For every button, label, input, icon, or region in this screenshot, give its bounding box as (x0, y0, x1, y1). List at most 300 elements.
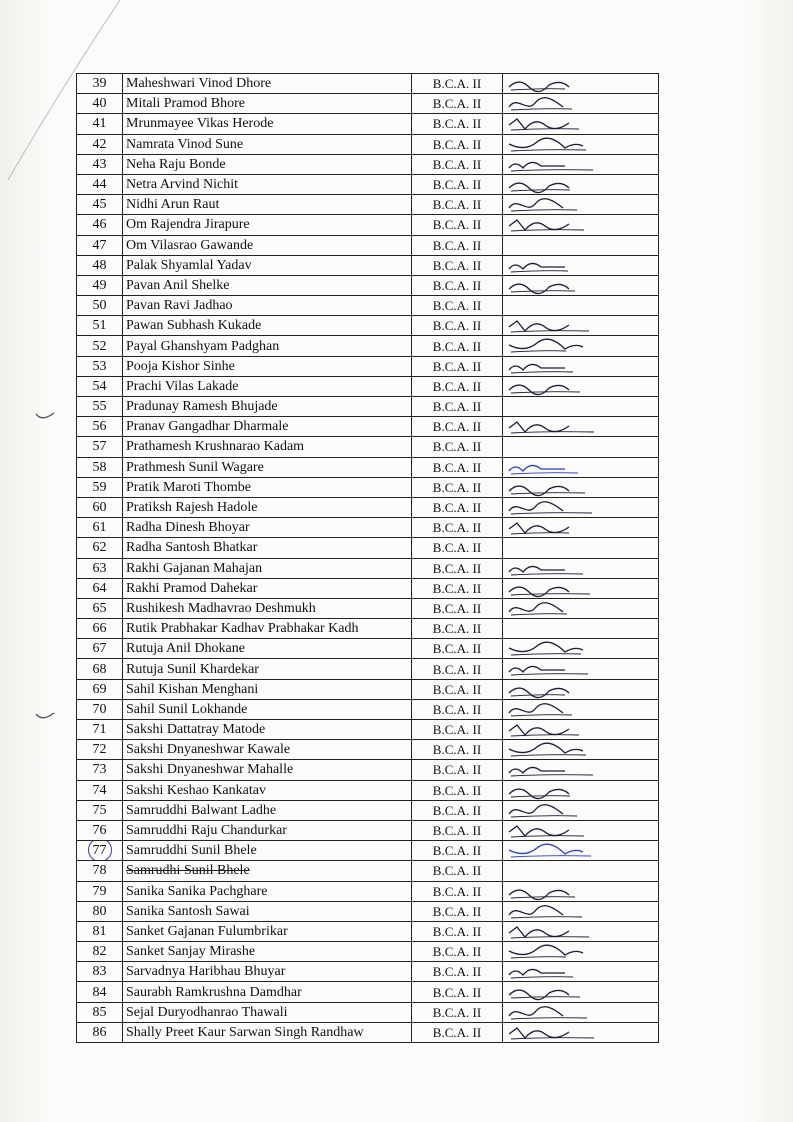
table-row (77, 578, 659, 598)
student-name-text: Sanika Santosh Sawai (126, 903, 250, 919)
table-row (77, 800, 659, 820)
class-label: B.C.A. II (412, 942, 503, 962)
table-row (77, 296, 659, 316)
class-label: B.C.A. II (412, 114, 503, 134)
student-name-text: Samruddhi Sunil Bhele (126, 843, 257, 859)
student-name-text: Sahil Kishan Menghani (126, 681, 259, 697)
handwritten-signature-icon (505, 903, 655, 921)
roll-number: 40 (77, 94, 123, 114)
student-name (123, 74, 412, 94)
student-name-text: Radha Santosh Bhatkar (126, 540, 258, 556)
roll-number: 86 (77, 1022, 123, 1042)
student-name (123, 780, 412, 800)
table-row (77, 720, 659, 740)
roll-number: 45 (77, 195, 123, 215)
student-name (123, 518, 412, 538)
signature-cell (503, 376, 659, 396)
class-label: B.C.A. II (412, 598, 503, 618)
table-row (77, 841, 659, 861)
roll-number: 58 (77, 457, 123, 477)
signature-cell (503, 255, 659, 275)
student-name (123, 397, 412, 417)
roll-number: 50 (77, 296, 123, 316)
class-label: B.C.A. II (412, 215, 503, 235)
class-label: B.C.A. II (412, 619, 503, 639)
signature-cell (503, 356, 659, 376)
student-name (123, 800, 412, 820)
roll-number: 65 (77, 598, 123, 618)
class-label: B.C.A. II (412, 982, 503, 1002)
student-name-text: Namrata Vinod Sune (126, 136, 244, 152)
student-name-text: Radha Dinesh Bhoyar (126, 520, 250, 536)
class-label: B.C.A. II (412, 316, 503, 336)
student-name (123, 134, 412, 154)
student-name (123, 296, 412, 316)
student-name (123, 598, 412, 618)
roll-number: 72 (77, 740, 123, 760)
signature-cell (503, 679, 659, 699)
student-name-text: Sakshi Keshao Kankatav (126, 782, 266, 798)
student-name-text: Rakhi Gajanan Mahajan (126, 560, 263, 576)
signature-cell (503, 780, 659, 800)
table-row (77, 275, 659, 295)
signature-cell (503, 942, 659, 962)
student-name-text: Shally Preet Kaur Sarwan Singh Randhaw (126, 1024, 364, 1040)
roll-number: 78 (77, 861, 123, 881)
roll-number: 62 (77, 538, 123, 558)
signature-cell (503, 417, 659, 437)
signature-cell (503, 397, 659, 417)
handwritten-signature-icon (505, 943, 655, 961)
handwritten-signature-icon (505, 923, 655, 941)
table-row (77, 962, 659, 982)
signature-cell (503, 760, 659, 780)
handwritten-signature-icon (505, 721, 655, 739)
student-name-text: Sakshi Dattatray Matode (126, 722, 266, 738)
table-row (77, 901, 659, 921)
signature-cell (503, 639, 659, 659)
student-name (123, 921, 412, 941)
roll-number: 74 (77, 780, 123, 800)
signature-cell (503, 740, 659, 760)
handwritten-signature-icon (505, 75, 655, 93)
class-label: B.C.A. II (412, 740, 503, 760)
signature-cell (503, 134, 659, 154)
class-label: B.C.A. II (412, 255, 503, 275)
handwritten-signature-icon (505, 136, 655, 154)
roll-number: 85 (77, 1002, 123, 1022)
handwritten-signature-icon (505, 782, 655, 800)
handwritten-signature-icon (505, 418, 655, 436)
table-row (77, 134, 659, 154)
student-name-text: Pavan Ravi Jadhao (126, 298, 233, 314)
handwritten-signature-icon (505, 701, 655, 719)
signature-cell (503, 841, 659, 861)
student-name (123, 275, 412, 295)
table-row (77, 619, 659, 639)
student-name-text: Pavan Anil Shelke (126, 277, 230, 293)
student-name (123, 760, 412, 780)
student-name (123, 639, 412, 659)
check-mark-icon (34, 410, 56, 424)
class-label: B.C.A. II (412, 275, 503, 295)
handwritten-signature-icon (505, 560, 655, 578)
roll-number: 55 (77, 397, 123, 417)
signature-cell (503, 820, 659, 840)
student-name-text: Om Vilasrao Gawande (126, 237, 254, 253)
table-row (77, 921, 659, 941)
roll-number: 83 (77, 962, 123, 982)
roll-number: 70 (77, 699, 123, 719)
class-label: B.C.A. II (412, 376, 503, 396)
roll-number: 64 (77, 578, 123, 598)
class-label: B.C.A. II (412, 841, 503, 861)
roll-number: 67 (77, 639, 123, 659)
signature-cell (503, 174, 659, 194)
class-label: B.C.A. II (412, 720, 503, 740)
student-name-text: Rushikesh Madhavrao Deshmukh (126, 600, 316, 616)
student-name-text: Prathmesh Sunil Wagare (126, 459, 264, 475)
table-row (77, 760, 659, 780)
student-name-text: Sahil Sunil Lokhande (126, 701, 248, 717)
handwritten-signature-icon (505, 802, 655, 820)
handwritten-signature-icon (505, 95, 655, 113)
handwritten-signature-icon (505, 963, 655, 981)
class-label: B.C.A. II (412, 699, 503, 719)
student-name (123, 114, 412, 134)
student-name-text: Rutuja Anil Dhokane (126, 641, 245, 657)
class-label: B.C.A. II (412, 901, 503, 921)
student-name-text: Sarvadnya Haribhau Bhuyar (126, 964, 286, 980)
table-row (77, 336, 659, 356)
table-row (77, 376, 659, 396)
table-row (77, 679, 659, 699)
roll-number: 76 (77, 820, 123, 840)
handwritten-signature-icon (505, 519, 655, 537)
signature-cell (503, 1022, 659, 1042)
roll-number: 43 (77, 154, 123, 174)
student-name-text: Sanket Gajanan Fulumbrikar (126, 923, 288, 939)
table-row (77, 598, 659, 618)
student-name (123, 174, 412, 194)
student-name (123, 861, 412, 881)
class-label: B.C.A. II (412, 820, 503, 840)
class-label: B.C.A. II (412, 356, 503, 376)
student-name (123, 477, 412, 497)
student-name (123, 94, 412, 114)
handwritten-signature-icon (505, 337, 655, 355)
table-row (77, 699, 659, 719)
student-name (123, 1022, 412, 1042)
table-row (77, 94, 659, 114)
roll-number: 71 (77, 720, 123, 740)
class-label: B.C.A. II (412, 296, 503, 316)
handwritten-signature-icon (505, 257, 655, 275)
student-name (123, 699, 412, 719)
signature-cell (503, 215, 659, 235)
roll-number: 54 (77, 376, 123, 396)
student-name-text: Samrudhi Sunil Bhele (126, 863, 250, 879)
signature-cell (503, 275, 659, 295)
table-row (77, 1002, 659, 1022)
student-name-text: Pawan Subhash Kukade (126, 318, 262, 334)
handwritten-signature-icon (505, 983, 655, 1001)
table-row (77, 397, 659, 417)
class-label: B.C.A. II (412, 1022, 503, 1042)
signature-cell (503, 619, 659, 639)
class-label: B.C.A. II (412, 336, 503, 356)
roll-number: 39 (77, 74, 123, 94)
roll-number: 68 (77, 659, 123, 679)
signature-cell (503, 699, 659, 719)
student-name (123, 1002, 412, 1022)
handwritten-signature-icon (505, 640, 655, 658)
roll-number: 59 (77, 477, 123, 497)
signature-cell (503, 74, 659, 94)
attendance-table (76, 73, 659, 1043)
table-row (77, 639, 659, 659)
handwritten-signature-icon (505, 681, 655, 699)
student-name (123, 255, 412, 275)
student-name (123, 942, 412, 962)
class-label: B.C.A. II (412, 659, 503, 679)
table-row (77, 780, 659, 800)
table-row (77, 316, 659, 336)
student-name-text: Pooja Kishor Sinhe (126, 358, 235, 374)
class-label: B.C.A. II (412, 74, 503, 94)
class-label: B.C.A. II (412, 538, 503, 558)
table-row (77, 659, 659, 679)
class-label: B.C.A. II (412, 134, 503, 154)
class-label: B.C.A. II (412, 417, 503, 437)
signature-cell (503, 477, 659, 497)
student-name (123, 376, 412, 396)
student-name (123, 538, 412, 558)
student-name-text: Rutuja Sunil Khardekar (126, 661, 259, 677)
class-label: B.C.A. II (412, 760, 503, 780)
table-row (77, 497, 659, 517)
student-name-text: Saurabh Ramkrushna Damdhar (126, 984, 302, 1000)
signature-cell (503, 598, 659, 618)
student-name-text: Sejal Duryodhanrao Thawali (126, 1004, 288, 1020)
handwritten-signature-icon (505, 1024, 655, 1042)
class-label: B.C.A. II (412, 639, 503, 659)
signature-cell (503, 861, 659, 881)
table-row (77, 417, 659, 437)
class-label: B.C.A. II (412, 962, 503, 982)
table-row (77, 154, 659, 174)
student-name (123, 901, 412, 921)
roll-number: 48 (77, 255, 123, 275)
signature-cell (503, 921, 659, 941)
signature-cell (503, 800, 659, 820)
table-row (77, 538, 659, 558)
signature-cell (503, 518, 659, 538)
table-row (77, 820, 659, 840)
roll-number: 84 (77, 982, 123, 1002)
table-row (77, 558, 659, 578)
handwritten-signature-icon (505, 479, 655, 497)
table-row (77, 356, 659, 376)
handwritten-signature-icon (505, 358, 655, 376)
class-label: B.C.A. II (412, 154, 503, 174)
table-row (77, 437, 659, 457)
class-label: B.C.A. II (412, 881, 503, 901)
handwritten-signature-icon (505, 600, 655, 618)
signature-cell (503, 659, 659, 679)
table-row (77, 114, 659, 134)
student-name (123, 457, 412, 477)
student-name (123, 316, 412, 336)
student-name-text: Sanket Sanjay Mirashe (126, 944, 256, 960)
student-name-text: Om Rajendra Jirapure (126, 217, 250, 233)
table-row (77, 174, 659, 194)
student-name (123, 679, 412, 699)
class-label: B.C.A. II (412, 800, 503, 820)
student-name-text: Pratik Maroti Thombe (126, 479, 251, 495)
student-name-text: Netra Arvind Nichit (126, 177, 238, 193)
class-label: B.C.A. II (412, 518, 503, 538)
roll-number: 77 (77, 841, 123, 861)
class-label: B.C.A. II (412, 578, 503, 598)
class-label: B.C.A. II (412, 1002, 503, 1022)
student-name (123, 720, 412, 740)
handwritten-signature-icon (505, 822, 655, 840)
student-name-text: Rutik Prabhakar Kadhav Prabhakar Kadh (126, 621, 359, 637)
table-row (77, 255, 659, 275)
student-name-text: Sakshi Dnyaneshwar Kawale (126, 742, 291, 758)
student-name-text: Palak Shyamlal Yadav (126, 257, 252, 273)
student-name-text: Pratiksh Rajesh Hadole (126, 500, 258, 516)
table-row (77, 74, 659, 94)
class-label: B.C.A. II (412, 195, 503, 215)
roll-number: 80 (77, 901, 123, 921)
handwritten-signature-icon (505, 580, 655, 598)
handwritten-signature-icon (505, 761, 655, 779)
table-row (77, 477, 659, 497)
student-name (123, 195, 412, 215)
roll-number: 46 (77, 215, 123, 235)
student-name-text: Prachi Vilas Lakade (126, 378, 239, 394)
handwritten-signature-icon (505, 741, 655, 759)
roll-number: 73 (77, 760, 123, 780)
handwritten-signature-icon (505, 176, 655, 194)
signature-cell (503, 336, 659, 356)
signature-cell (503, 881, 659, 901)
student-name-text: Prathamesh Krushnarao Kadam (126, 439, 305, 455)
roll-number: 42 (77, 134, 123, 154)
roll-number: 53 (77, 356, 123, 376)
student-name (123, 154, 412, 174)
signature-cell (503, 962, 659, 982)
signature-cell (503, 558, 659, 578)
table-row (77, 195, 659, 215)
handwritten-signature-icon (505, 216, 655, 234)
student-name (123, 841, 412, 861)
class-label: B.C.A. II (412, 397, 503, 417)
class-label: B.C.A. II (412, 679, 503, 699)
signature-cell (503, 296, 659, 316)
check-mark-icon (34, 710, 56, 724)
class-label: B.C.A. II (412, 921, 503, 941)
table-row (77, 982, 659, 1002)
student-name-text: Maheshwari Vinod Dhore (126, 76, 272, 92)
roll-number: 52 (77, 336, 123, 356)
class-label: B.C.A. II (412, 497, 503, 517)
handwritten-signature-icon (505, 1004, 655, 1022)
handwritten-signature-icon (505, 883, 655, 901)
student-name (123, 235, 412, 255)
handwritten-signature-icon (505, 499, 655, 517)
roll-number: 81 (77, 921, 123, 941)
roll-number: 66 (77, 619, 123, 639)
signature-cell (503, 437, 659, 457)
student-name (123, 558, 412, 578)
student-name-text: Sakshi Dnyaneshwar Mahalle (126, 762, 294, 778)
class-label: B.C.A. II (412, 477, 503, 497)
handwritten-signature-icon (505, 196, 655, 214)
handwritten-signature-icon (505, 317, 655, 335)
class-label: B.C.A. II (412, 235, 503, 255)
student-name-text: Pranav Gangadhar Dharmale (126, 419, 289, 435)
student-name-text: Mitali Pramod Bhore (126, 96, 245, 112)
signature-cell (503, 901, 659, 921)
student-name-text: Sanika Sanika Pachghare (126, 883, 268, 899)
class-label: B.C.A. II (412, 861, 503, 881)
class-label: B.C.A. II (412, 437, 503, 457)
signature-cell (503, 578, 659, 598)
roll-number: 44 (77, 174, 123, 194)
table-row (77, 235, 659, 255)
handwritten-signature-icon (505, 277, 655, 295)
roll-number: 79 (77, 881, 123, 901)
table-row (77, 1022, 659, 1042)
signature-cell (503, 195, 659, 215)
table-row (77, 740, 659, 760)
student-name (123, 356, 412, 376)
table-row (77, 881, 659, 901)
student-name-text: Pradunay Ramesh Bhujade (126, 399, 278, 415)
class-label: B.C.A. II (412, 457, 503, 477)
student-name (123, 497, 412, 517)
table-row (77, 215, 659, 235)
table-row (77, 518, 659, 538)
roll-number: 75 (77, 800, 123, 820)
table-row (77, 457, 659, 477)
signature-cell (503, 457, 659, 477)
roll-number: 69 (77, 679, 123, 699)
student-name-text: Rakhi Pramod Dahekar (126, 580, 258, 596)
handwritten-signature-icon (505, 842, 655, 860)
roll-number: 41 (77, 114, 123, 134)
class-label: B.C.A. II (412, 94, 503, 114)
signature-cell (503, 720, 659, 740)
roll-number: 57 (77, 437, 123, 457)
student-name-text: Nidhi Arun Raut (126, 197, 220, 213)
roll-number: 60 (77, 497, 123, 517)
student-name (123, 881, 412, 901)
student-name (123, 982, 412, 1002)
student-name (123, 820, 412, 840)
table-row (77, 861, 659, 881)
student-name-text: Samruddhi Balwant Ladhe (126, 802, 277, 818)
signature-cell (503, 235, 659, 255)
student-name (123, 336, 412, 356)
signature-cell (503, 94, 659, 114)
handwritten-signature-icon (505, 115, 655, 133)
student-name (123, 740, 412, 760)
roll-number: 49 (77, 275, 123, 295)
